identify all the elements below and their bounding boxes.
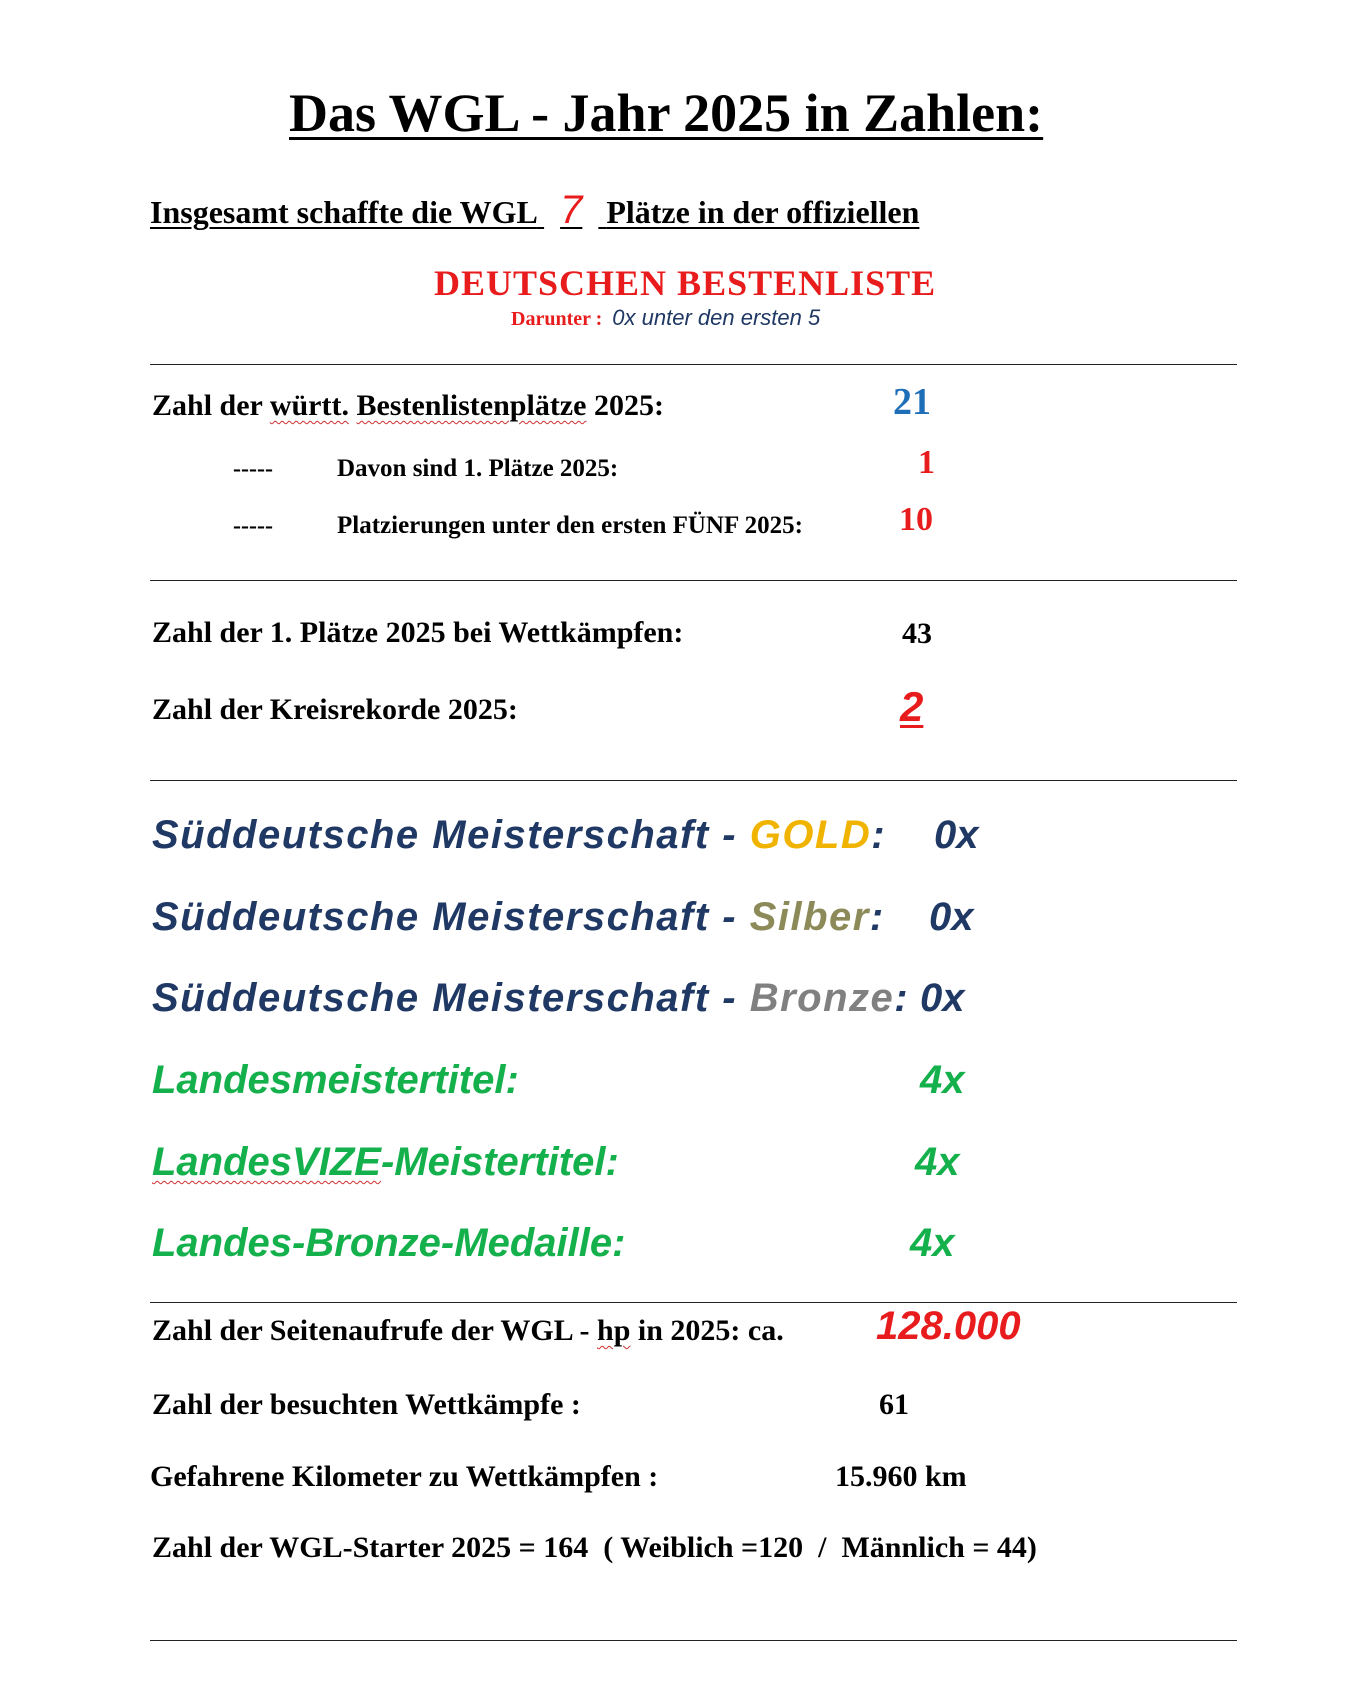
sueddeutsche-gold-value: 0x [934, 813, 979, 857]
records-label: Zahl der Kreisrekorde 2025: [152, 693, 518, 726]
landesmeister-label: Landesmeistertitel: [152, 1058, 519, 1102]
kilometers-value: 15.960 km [835, 1460, 967, 1493]
medal-bronze: Bronze [749, 976, 895, 1020]
sub-line [511, 305, 820, 331]
landesvize-part: -Meistertitel: [380, 1140, 619, 1184]
landes-bronze-label: Landes-Bronze-Medaille: [152, 1221, 626, 1265]
top-five-label: Platzierungen unter den ersten FÜNF 2025: [337, 512, 803, 539]
label-part: Zahl der [152, 389, 263, 422]
label-part: 2025: [593, 389, 664, 422]
headline-bestenliste: DEUTSCHEN BESTENLISTE [434, 263, 937, 303]
label-part: Bestenlistenplätze [356, 389, 587, 422]
divider [150, 580, 1237, 581]
intro-line [150, 188, 919, 233]
wins-label: Zahl der 1. Plätze 2025 bei Wettkämpfen: [152, 616, 684, 649]
pageviews-label [152, 1314, 784, 1348]
wuerttemberg-value: 21 [893, 381, 931, 423]
intro-count: 7 [560, 188, 583, 232]
medal-silber: Silber [749, 895, 870, 939]
row-colon: : [869, 895, 885, 939]
intro-before: Insgesamt schaffte die WGL [150, 194, 537, 230]
wins-value: 43 [902, 617, 932, 650]
competitions-label: Zahl der besuchten Wettkämpfe : [152, 1388, 581, 1421]
row-prefix: Süddeutsche Meisterschaft - [152, 976, 738, 1020]
pageviews-part: Zahl der Seitenaufrufe der WGL - [152, 1314, 590, 1347]
pageviews-hp: hp [597, 1314, 631, 1347]
landesmeister-value: 4x [920, 1058, 965, 1102]
medal-gold: GOLD [749, 813, 872, 857]
sub-value: 0x unter den ersten 5 [612, 305, 821, 330]
first-places-dash: ----- [233, 456, 273, 482]
sueddeutsche-silber-value: 0x [929, 895, 974, 939]
pageviews-part: in 2025: ca. [637, 1314, 784, 1347]
top-five-value: 10 [899, 501, 933, 538]
kilometers-label: Gefahrene Kilometer zu Wettkämpfen : [150, 1460, 659, 1493]
sueddeutsche-bronze-value: 0x [920, 976, 965, 1020]
page-title: Das WGL - Jahr 2025 in Zahlen: [289, 83, 1044, 143]
wuerttemberg-label [152, 389, 664, 423]
landes-bronze-value: 4x [910, 1221, 955, 1265]
row-colon: : [894, 976, 910, 1020]
row-prefix: Süddeutsche Meisterschaft - [152, 895, 738, 939]
sueddeutsche-silber-row [152, 895, 885, 940]
sueddeutsche-bronze-row [152, 976, 909, 1021]
divider [150, 1302, 1237, 1303]
row-prefix: Süddeutsche Meisterschaft - [152, 813, 738, 857]
pageviews-value: 128.000 [876, 1304, 1021, 1348]
intro-after: Plätze in der offiziellen [606, 194, 920, 230]
starters-line: Zahl der WGL-Starter 2025 = 164 ( Weiblich =120 / Männlich = 44) [152, 1531, 1037, 1564]
first-places-label: Davon sind 1. Plätze 2025: [337, 455, 619, 482]
competitions-value: 61 [879, 1388, 909, 1421]
landesvize-part: LandesVIZE [152, 1140, 381, 1184]
row-colon: : [871, 813, 887, 857]
landesvize-label [152, 1140, 619, 1185]
sub-label: Darunter : [511, 308, 603, 330]
label-part: württ. [269, 389, 349, 422]
sueddeutsche-gold-row [152, 813, 886, 858]
divider [150, 780, 1237, 781]
first-places-value: 1 [918, 444, 935, 481]
top-five-dash: ----- [233, 513, 273, 539]
records-value: 2 [900, 683, 924, 730]
landesvize-value: 4x [915, 1140, 960, 1184]
divider [150, 364, 1237, 365]
divider [150, 1640, 1237, 1641]
